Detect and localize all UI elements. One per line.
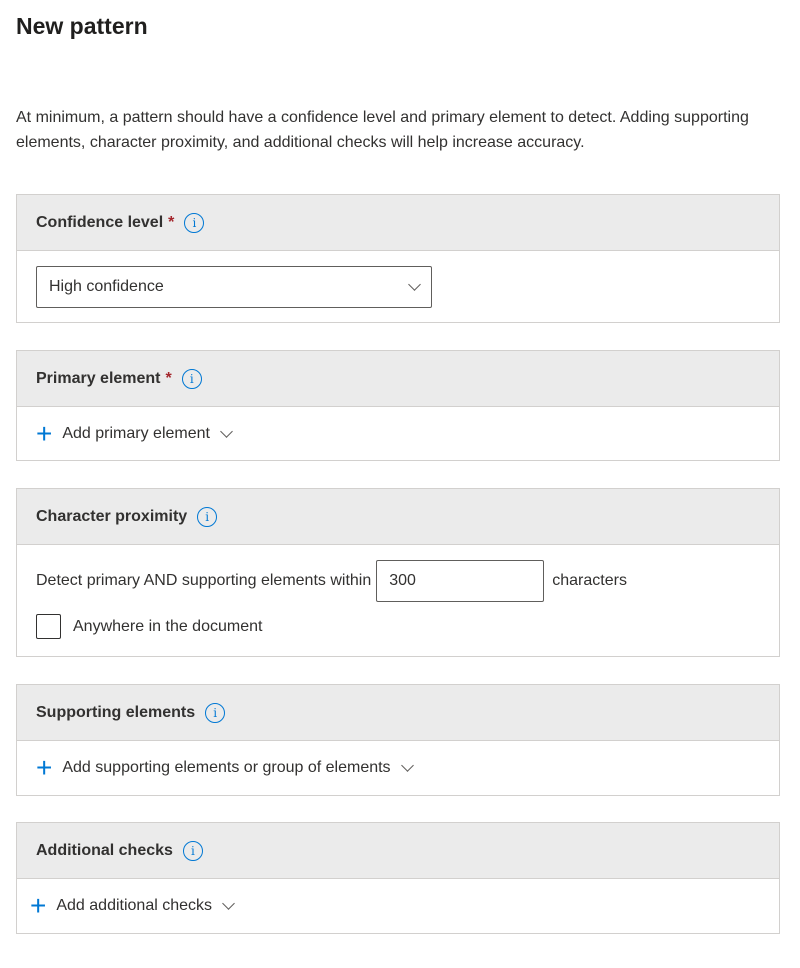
add-primary-element-button[interactable] [36,407,760,460]
character-count-input[interactable] [376,560,544,602]
section-title: Supporting elements [36,703,196,721]
info-icon[interactable]: i [183,841,203,861]
chevron-down-icon [222,897,235,910]
checkbox-label: Anywhere in the document [73,617,263,635]
proximity-suffix: characters [552,572,627,589]
chevron-down-icon [220,425,233,438]
info-icon[interactable]: i [182,369,202,389]
character-proximity-section [16,488,780,657]
info-icon[interactable]: i [205,703,225,723]
info-icon[interactable]: i [197,507,217,527]
chevron-down-icon [408,278,421,291]
additional-checks-section [16,822,780,934]
add-supporting-elements-button[interactable] [36,741,760,794]
checkbox-box[interactable] [36,614,61,639]
required-marker: * [168,213,175,231]
page-title: New pattern [16,13,148,39]
section-title: Primary element [36,369,161,387]
plus-icon: + [30,889,47,921]
section-title: Character proximity [36,507,188,525]
dropdown-value: High confidence [49,278,164,295]
button-label: Add primary element [62,424,210,442]
confidence-level-dropdown[interactable] [36,266,432,308]
info-icon[interactable]: i [184,213,204,233]
plus-icon: + [36,751,53,783]
section-title: Additional checks [36,841,173,859]
button-label: Add supporting elements or group of elements [62,758,391,776]
section-title: Confidence level [36,213,164,231]
add-additional-checks-button[interactable] [30,879,760,932]
page-description: At minimum, a pattern should have a confidence level and primary element to detect. Adding supporting elements, character proximity, and additional checks will help increase accuracy. [16,109,749,151]
plus-icon: + [36,417,53,449]
supporting-elements-section [16,684,780,796]
anywhere-checkbox[interactable] [36,614,760,639]
button-label: Add additional checks [56,896,213,914]
required-marker: * [165,369,172,387]
confidence-level-section [16,194,780,323]
primary-element-section [16,350,780,461]
proximity-prefix: Detect primary AND supporting elements within [36,572,372,589]
chevron-down-icon [401,759,414,772]
